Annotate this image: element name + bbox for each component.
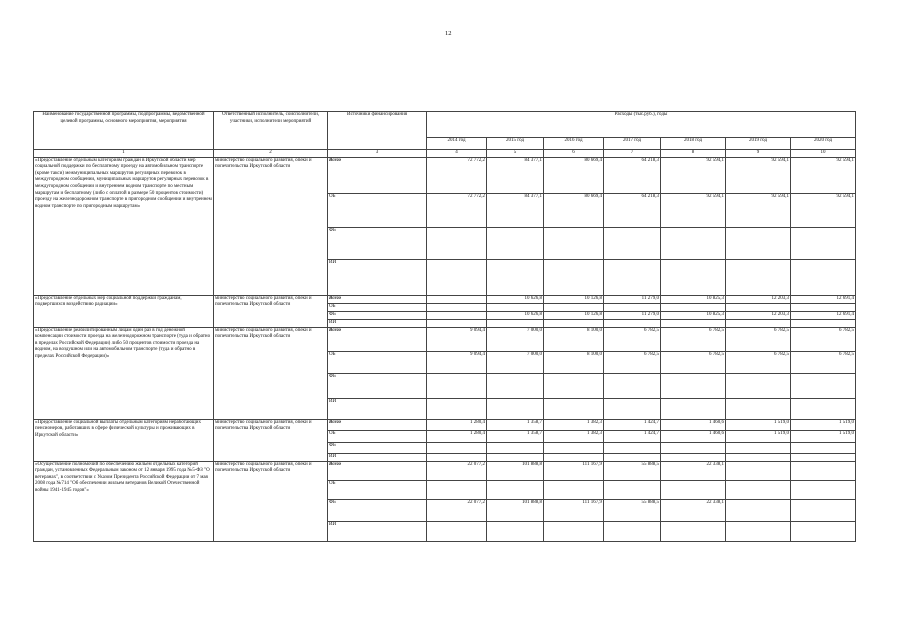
table-row	[34, 295, 856, 303]
expense-value	[487, 373, 544, 398]
expense-value: 72 772,2	[427, 157, 487, 193]
expense-value	[661, 319, 726, 327]
expense-value	[487, 480, 544, 499]
responsible-executor: министерство социального развития, опеки и попечительства Иркутской области	[214, 157, 328, 295]
column-number: 5	[487, 150, 544, 158]
expense-value: 92 594,1	[726, 193, 791, 227]
expense-value	[544, 398, 604, 419]
expense-value: 12 691,4	[791, 311, 856, 319]
expense-value	[604, 480, 661, 499]
header-source: Источники финансирования	[328, 112, 427, 150]
header-year: 2015 год	[487, 138, 544, 150]
page-number: 12	[445, 30, 452, 37]
expense-value	[791, 521, 856, 541]
expense-value	[661, 453, 726, 461]
header-year: 2017 год	[604, 138, 661, 150]
expense-value: 8 100,0	[544, 327, 604, 351]
expense-value: 92 594,1	[661, 157, 726, 193]
header-year: 2019 год	[726, 138, 791, 150]
expense-value	[604, 227, 661, 259]
expense-value	[487, 398, 544, 419]
header-year: 2014 год	[427, 138, 487, 150]
expense-value	[544, 303, 604, 311]
expense-value	[487, 453, 544, 461]
expense-value	[487, 259, 544, 295]
funding-source: Всего	[328, 157, 427, 193]
expense-value	[791, 461, 856, 480]
expense-value	[604, 259, 661, 295]
expense-value: 6 782,5	[661, 327, 726, 351]
funding-source: ИИ	[328, 521, 427, 541]
funding-source: ИИ	[328, 259, 427, 295]
expense-value: 10 626,8	[487, 295, 544, 303]
funding-source: ФБ	[328, 311, 427, 319]
expense-value: 1 424,7	[604, 419, 661, 430]
header-year: 2016 год	[544, 138, 604, 150]
table-row	[34, 419, 856, 430]
column-number: 7	[604, 150, 661, 158]
expense-value: 10 825,3	[661, 311, 726, 319]
column-number: 4	[427, 150, 487, 158]
program-description: «Предоставление отдельным категориям граждан в Иркутской области мер социальной поддержки по бесплатному проезду на автомобильном транспорте (кроме такси) межмуниципальных маршрутов регулярных перевозок в междугородном сообщении, муниципальных маршрутов регулярных перевозок в междугородном сообщении и внутреннем водном транспорте по местным маршрутам и бесплатному (либо с оплатой в размере 50 процентов стоимости) проезду на железнодорожном транспорте в пригородном сообщении и внутреннем водном транспорте по пригородным маршрутам»	[34, 157, 214, 295]
responsible-executor: министерство социального развития, опеки и попечительства Иркутской области	[214, 295, 328, 327]
expense-value	[791, 227, 856, 259]
expense-value: 10 126,8	[544, 311, 604, 319]
table-row	[34, 327, 856, 351]
expense-value: 9 094,4	[427, 327, 487, 351]
expense-value	[604, 303, 661, 311]
program-description: «Предоставление реабилитированным лицам один раз в год денежной компенсации стоимости проезда на железнодорожном транспорте (туда и обратно в пределах Российской Федерации) либо 50 процентов стоимости проезда на водном, на воздушном или на автомобильном транспорте (туда и обратно в пределах Российской Федерации)»	[34, 327, 214, 419]
responsible-executor: министерство социального развития, опеки и попечительства Иркутской области	[214, 327, 328, 419]
expense-value: 101 888,8	[487, 461, 544, 480]
header-year: 2020 год	[791, 138, 856, 150]
expense-value	[427, 453, 487, 461]
expense-value	[427, 319, 487, 327]
expense-value: 1 382,3	[544, 419, 604, 430]
responsible-executor: министерство социального развития, опеки и попечительства Иркутской области	[214, 461, 328, 541]
expense-value	[544, 480, 604, 499]
program-description: «Осуществление полномочий по обеспечению жильем отдельных категорий граждан, установленных Федеральным законом от 12 января 1995 года №5-ФЗ "О ветеранах", в соответствии с Указом Президента Российской Федерации от 7 мая 2008 года №714 "Об обеспечении жильем ветеранов Великой Отечественной войны 1941-1945 годов"»	[34, 461, 214, 541]
expense-value	[726, 521, 791, 541]
expense-value: 1 519,0	[726, 430, 791, 442]
expense-value	[604, 398, 661, 419]
expense-value: 6 782,5	[726, 351, 791, 373]
column-number: 8	[661, 150, 726, 158]
column-number: 2	[214, 150, 328, 158]
funding-source: ФБ	[328, 227, 427, 259]
expense-value: 8 100,0	[544, 351, 604, 373]
expense-value: 84 377,1	[487, 193, 544, 227]
expense-value: 6 782,5	[726, 327, 791, 351]
expense-value	[791, 453, 856, 461]
expense-value: 92 594,1	[726, 157, 791, 193]
program-description: «Предоставление социальной выплаты отдельным категориям неработающих пенсионеров, работавших в сфере физической культуры и проживающих в Иркутской области»	[34, 419, 214, 461]
expense-value	[661, 373, 726, 398]
expense-value: 64 218,3	[604, 157, 661, 193]
expense-value	[604, 521, 661, 541]
expense-value: 10 825,3	[661, 295, 726, 303]
expense-value: 80 669,4	[544, 193, 604, 227]
expense-value	[544, 319, 604, 327]
expense-value	[661, 398, 726, 419]
expense-value	[726, 453, 791, 461]
expense-value: 1 358,7	[487, 419, 544, 430]
program-description: «Предоставление отдельных мер социальной поддержки гражданам, подвергшихся воздействию радиации»	[34, 295, 214, 327]
expense-value	[487, 521, 544, 541]
expense-value: 10 126,8	[544, 295, 604, 303]
expense-value	[427, 311, 487, 319]
expense-value: 80 669,4	[544, 157, 604, 193]
expense-value	[791, 303, 856, 311]
expense-value	[726, 442, 791, 453]
expense-value: 84 377,1	[487, 157, 544, 193]
expense-value	[726, 398, 791, 419]
column-number: 3	[328, 150, 427, 158]
expense-value	[487, 442, 544, 453]
expense-value	[661, 303, 726, 311]
expense-value: 22 077,2	[427, 461, 487, 480]
expense-value	[791, 480, 856, 499]
table-row	[34, 157, 856, 193]
expense-value: 1 382,3	[544, 430, 604, 442]
expense-value	[427, 480, 487, 499]
expense-value	[604, 373, 661, 398]
expense-value	[544, 521, 604, 541]
funding-source: Всего	[328, 295, 427, 303]
expense-value: 101 888,8	[487, 499, 544, 521]
expense-value	[791, 319, 856, 327]
funding-source: ИИ	[328, 319, 427, 327]
funding-source: ФБ	[328, 442, 427, 453]
expense-value	[544, 442, 604, 453]
expense-value: 6 782,5	[604, 351, 661, 373]
expense-value	[791, 442, 856, 453]
expense-value	[427, 227, 487, 259]
expense-value	[427, 398, 487, 419]
expense-value	[726, 480, 791, 499]
expense-value	[791, 499, 856, 521]
expense-value	[661, 259, 726, 295]
expense-value: 1 280,4	[427, 419, 487, 430]
expense-value: 1 280,4	[427, 430, 487, 442]
expense-value: 64 218,3	[604, 193, 661, 227]
expense-value: 12 691,4	[791, 295, 856, 303]
funding-source: ИИ	[328, 453, 427, 461]
expense-value: 55 888,5	[604, 499, 661, 521]
expense-value	[791, 259, 856, 295]
header-program: Наименование государственной программы, подпрограммы, ведомственной целевой программы, основного мероприятия, мероприятия	[34, 112, 214, 150]
expense-value: 1 460,6	[661, 430, 726, 442]
header-responsible: Ответственный исполнитель, соисполнители, участники, исполнители мероприятий	[214, 112, 328, 150]
expense-value	[661, 227, 726, 259]
expense-value: 22 338,1	[661, 499, 726, 521]
expense-value	[544, 227, 604, 259]
expense-value	[661, 521, 726, 541]
expense-value	[726, 461, 791, 480]
funding-source: Всего	[328, 461, 427, 480]
expense-value: 1 519,0	[791, 430, 856, 442]
expense-value: 7 000,0	[487, 351, 544, 373]
table-row	[34, 461, 856, 480]
funding-source: ОБ	[328, 480, 427, 499]
header-year: 2018 год	[661, 138, 726, 150]
expense-value	[726, 373, 791, 398]
expense-value	[726, 499, 791, 521]
expense-value: 55 888,5	[604, 461, 661, 480]
column-number: 9	[726, 150, 791, 158]
expense-value	[604, 319, 661, 327]
expense-value: 11 279,0	[604, 311, 661, 319]
expense-value	[427, 521, 487, 541]
expense-value: 111 167,9	[544, 461, 604, 480]
column-number: 1	[34, 150, 214, 158]
expense-value	[544, 453, 604, 461]
expense-value	[544, 373, 604, 398]
expense-value	[604, 453, 661, 461]
expense-value	[791, 373, 856, 398]
expense-value	[487, 227, 544, 259]
expense-value: 1 424,7	[604, 430, 661, 442]
expense-value: 92 594,1	[661, 193, 726, 227]
expense-value	[487, 319, 544, 327]
expense-value: 1 460,6	[661, 419, 726, 430]
expense-value	[791, 398, 856, 419]
funding-source: ОБ	[328, 303, 427, 311]
expense-value	[726, 259, 791, 295]
expense-value	[487, 303, 544, 311]
expense-value	[427, 295, 487, 303]
header-expenses: Расходы (тыс.руб.), годы	[427, 112, 856, 138]
expense-value: 22 338,1	[661, 461, 726, 480]
expense-value	[661, 480, 726, 499]
expense-value: 6 782,5	[604, 327, 661, 351]
expense-value: 6 782,5	[661, 351, 726, 373]
expense-value: 22 077,2	[427, 499, 487, 521]
expense-value: 11 279,0	[604, 295, 661, 303]
funding-source: ОБ	[328, 193, 427, 227]
expense-value: 7 000,0	[487, 327, 544, 351]
funding-source: ФБ	[328, 499, 427, 521]
column-number: 10	[791, 150, 856, 158]
expense-value: 1 519,0	[726, 419, 791, 430]
expense-value: 6 782,5	[791, 351, 856, 373]
responsible-executor: министерство социального развития, опеки и попечительства Иркутской области	[214, 419, 328, 461]
expense-value	[661, 442, 726, 453]
funding-source: ОБ	[328, 430, 427, 442]
funding-source: Всего	[328, 327, 427, 351]
expense-value: 12 203,3	[726, 311, 791, 319]
expense-value: 111 167,9	[544, 499, 604, 521]
expense-value: 1 358,7	[487, 430, 544, 442]
expense-value: 72 772,2	[427, 193, 487, 227]
expense-value: 9 094,4	[427, 351, 487, 373]
expense-value	[726, 303, 791, 311]
expense-value	[726, 227, 791, 259]
expense-value: 12 203,3	[726, 295, 791, 303]
funding-table	[33, 111, 856, 542]
column-number: 6	[544, 150, 604, 158]
expense-value	[427, 259, 487, 295]
expense-value	[726, 319, 791, 327]
expense-value	[427, 373, 487, 398]
expense-value: 6 782,5	[791, 327, 856, 351]
expense-value: 92 594,1	[791, 193, 856, 227]
expense-value	[604, 442, 661, 453]
expense-value	[427, 442, 487, 453]
funding-source: Всего	[328, 419, 427, 430]
expense-value: 10 626,8	[487, 311, 544, 319]
funding-source: ФБ	[328, 373, 427, 398]
expense-value	[544, 259, 604, 295]
expense-value: 92 594,1	[791, 157, 856, 193]
expense-value: 1 519,0	[791, 419, 856, 430]
expense-value	[427, 303, 487, 311]
funding-source: ИИ	[328, 398, 427, 419]
funding-source: ОБ	[328, 351, 427, 373]
